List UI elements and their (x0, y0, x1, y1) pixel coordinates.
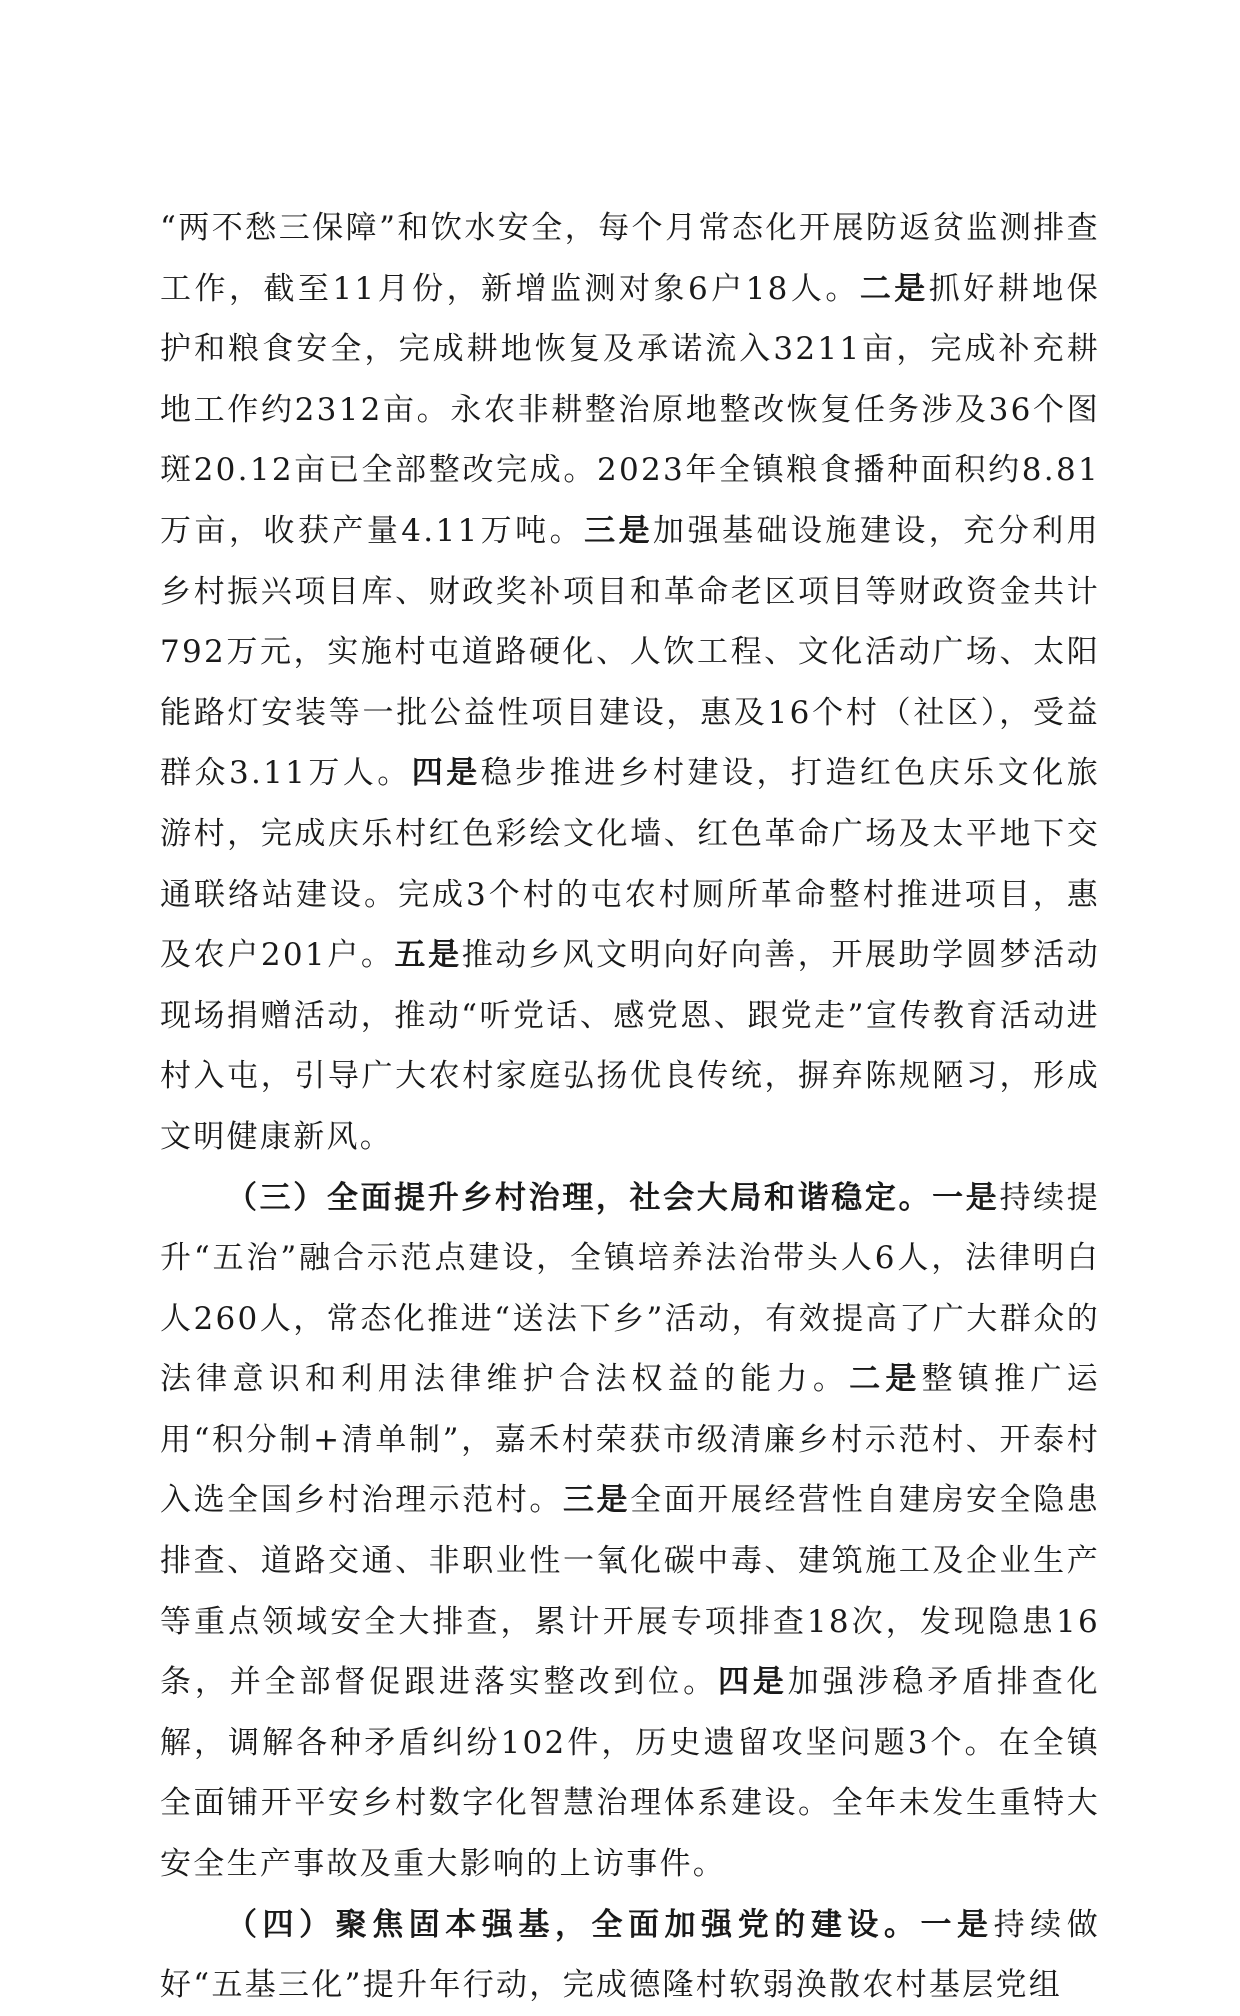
keyword-second: 二是 (849, 1361, 922, 1398)
text-run: 全面开展经营性自建房安全隐患排查、道路交通、非职业性一氧化碳中毒、建筑施工及企业生产等重点领域安全大排查，累计开展专项排查18次，发现隐患16条，并全部督促跟进落实整改到位。 (160, 1482, 1100, 1701)
keyword-first: 一是 (932, 1179, 1000, 1216)
text-run: 整镇推广运用“积分制+清单制”，嘉禾村荣获市级清廉乡村示范村、开泰村入选全国乡村治理示范村。 (160, 1361, 1101, 1519)
section-heading-3: （三）全面提升乡村治理，社会大局和谐稳定。 (226, 1179, 933, 1216)
keyword-first: 一是 (920, 1906, 994, 1943)
text-run: 加强涉稳矛盾排查化解，调解各种矛盾纠纷102件，历史遗留攻坚问题3个。在全镇全面铺开平安乡村数字化智慧治理体系建设。全年未发生重特大安全生产事故及重大影响的上访事件。 (160, 1664, 1100, 1883)
keyword-third: 三是 (584, 512, 654, 549)
paragraph-rural-governance (160, 1168, 1100, 1895)
document-body (160, 198, 1100, 2016)
text-run: 稳步推进乡村建设，打造红色庆乐文化旅游村，完成庆乐村红色彩绘文化墙、红色革命广场及太平地下交通联络站建设。完成3个村的屯农村厕所革命整村推进项目，惠及农户201户。 (160, 755, 1100, 974)
text-run: 加强基础设施建设，充分利用乡村振兴项目库、财政奖补项目和革命老区项目等财政资金共计792万元，实施村屯道路硬化、人饮工程、文化活动广场、太阳能路灯安装等一批公益性项目建设，惠及16个村（社区），受益群众3.11万人。 (160, 512, 1100, 792)
text-run: 抓好耕地保护和粮食安全，完成耕地恢复及承诺流入3211亩，完成补充耕地工作约2312亩。永农非耕整治原地整改恢复任务涉及36个图斑20.12亩已全部整改完成。2023年全镇粮食播种面积约8.81万亩，收获产量4.11万吨。 (160, 270, 1100, 549)
paragraph-rural-revitalization (160, 198, 1100, 1168)
keyword-third: 三是 (562, 1482, 631, 1519)
keyword-fifth: 五是 (394, 937, 462, 974)
paragraph-party-building (160, 1895, 1100, 2016)
keyword-second: 二是 (859, 270, 929, 307)
section-heading-4: （四）聚焦固本强基，全面加强党的建设。 (226, 1906, 921, 1943)
keyword-fourth: 四是 (717, 1664, 788, 1701)
text-run: 持续提升“五治”融合示范点建设，全镇培养法治带头人6人，法律明白人260人，常态化推进“送法下乡”活动，有效提高了广大群众的法律意识和利用法律维护合法权益的能力。 (160, 1179, 1100, 1398)
keyword-fourth: 四是 (411, 755, 481, 792)
text-run: 推动乡风文明向好向善，开展助学圆梦活动现场捐赠活动，推动“听党话、感党恩、跟党走”宣传教育活动进村入屯，引导广大农村家庭弘扬优良传统，摒弃陈规陋习，形成文明健康新风。 (160, 937, 1100, 1155)
text-run: “两不愁三保障”和饮水安全，每个月常态化开展防返贫监测排查工作，截至11月份，新增监测对象6户18人。 (160, 210, 1100, 307)
text-run: 持续做好“五基三化”提升年行动，完成德隆村软弱涣散农村基层党组 (160, 1906, 1100, 2004)
